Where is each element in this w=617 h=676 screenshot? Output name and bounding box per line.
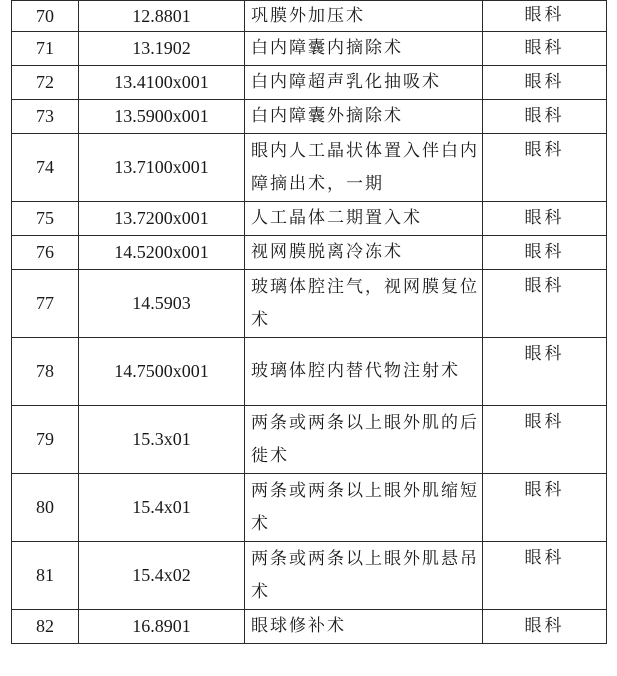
row-number: 78 [12,338,79,406]
row-number: 75 [12,202,79,236]
row-number: 70 [12,1,79,32]
surgery-list-table [11,0,607,644]
row-number: 74 [12,134,79,202]
procedure-code: 13.5900x001 [79,100,245,134]
procedure-code: 13.7200x001 [79,202,245,236]
table-row [12,270,607,338]
table-row [12,100,607,134]
row-number: 73 [12,100,79,134]
row-number: 77 [12,270,79,338]
table-row [12,474,607,542]
table-row [12,406,607,474]
department: 眼科 [483,134,607,202]
procedure-name: 玻璃体腔注气，视网膜复位术 [245,270,483,338]
department: 眼科 [483,1,607,32]
table-row [12,134,607,202]
row-number: 81 [12,542,79,610]
department: 眼科 [483,610,607,644]
procedure-name: 白内障囊外摘除术 [245,100,483,134]
procedure-name: 眼内人工晶状体置入伴白内障摘出术，一期 [245,134,483,202]
procedure-code: 14.5903 [79,270,245,338]
department: 眼科 [483,32,607,66]
table-row [12,1,607,32]
table-row [12,236,607,270]
procedure-code: 13.7100x001 [79,134,245,202]
row-number: 82 [12,610,79,644]
row-number: 76 [12,236,79,270]
department: 眼科 [483,100,607,134]
department: 眼科 [483,236,607,270]
procedure-code: 15.4x02 [79,542,245,610]
procedure-name: 两条或两条以上眼外肌缩短术 [245,474,483,542]
department: 眼科 [483,270,607,338]
procedure-name: 人工晶体二期置入术 [245,202,483,236]
procedure-name: 眼球修补术 [245,610,483,644]
table-row [12,542,607,610]
department: 眼科 [483,474,607,542]
procedure-code: 13.4100x001 [79,66,245,100]
procedure-name: 两条或两条以上眼外肌的后徙术 [245,406,483,474]
department: 眼科 [483,406,607,474]
row-number: 79 [12,406,79,474]
department: 眼科 [483,338,607,406]
procedure-code: 16.8901 [79,610,245,644]
procedure-name: 白内障囊内摘除术 [245,32,483,66]
department: 眼科 [483,202,607,236]
row-number: 72 [12,66,79,100]
procedure-code: 12.8801 [79,1,245,32]
department: 眼科 [483,542,607,610]
procedure-code: 14.5200x001 [79,236,245,270]
table-row [12,610,607,644]
procedure-name: 视网膜脱离冷冻术 [245,236,483,270]
row-number: 80 [12,474,79,542]
procedure-name: 巩膜外加压术 [245,1,483,32]
table-row [12,32,607,66]
procedure-name: 两条或两条以上眼外肌悬吊术 [245,542,483,610]
procedure-code: 14.7500x001 [79,338,245,406]
procedure-name: 玻璃体腔内替代物注射术 [245,338,483,406]
table-row [12,338,607,406]
table-row [12,202,607,236]
department: 眼科 [483,66,607,100]
procedure-name: 白内障超声乳化抽吸术 [245,66,483,100]
procedure-code: 15.3x01 [79,406,245,474]
procedure-code: 15.4x01 [79,474,245,542]
table-row [12,66,607,100]
row-number: 71 [12,32,79,66]
procedure-code: 13.1902 [79,32,245,66]
